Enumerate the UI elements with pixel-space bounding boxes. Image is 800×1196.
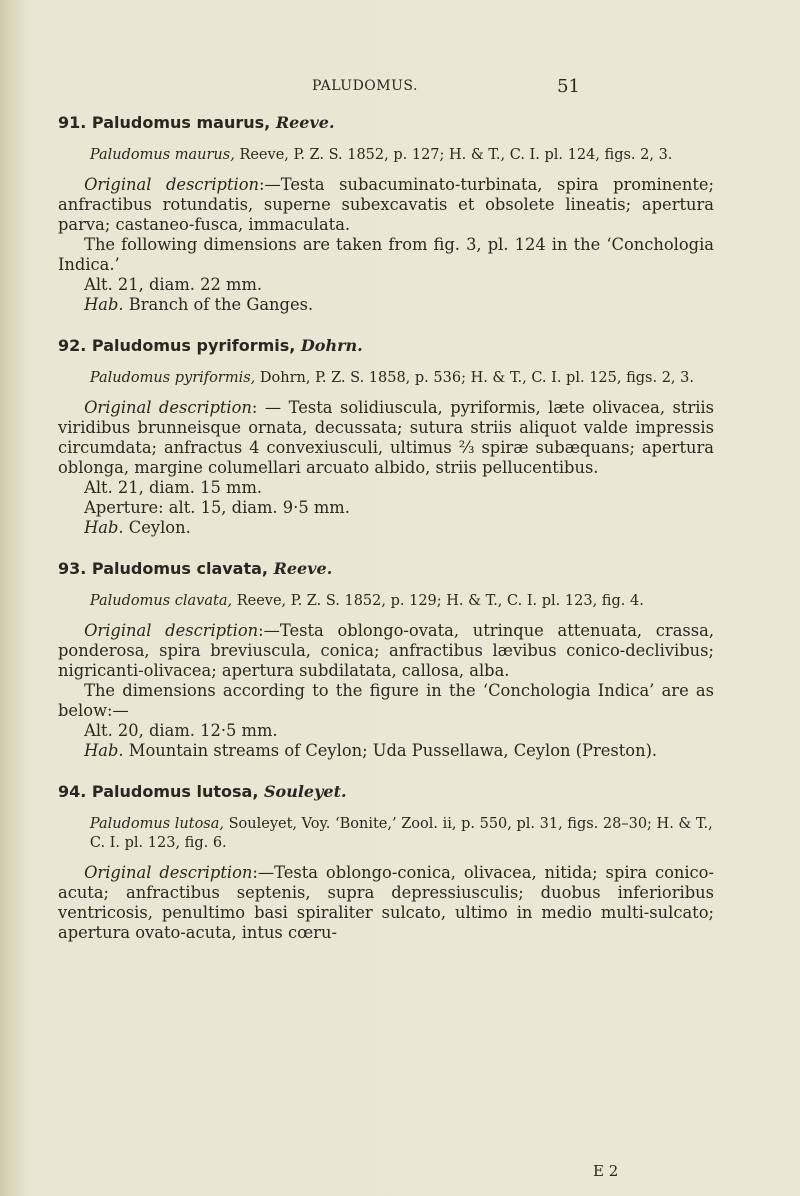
aperture-dimensions: Aperture: alt. 15, diam. 9·5 mm. — [84, 498, 350, 517]
original-description — [58, 863, 714, 943]
description-text: :—Testa oblongo-ovata, utrinque attenuata, crassa, ponderosa, spira breviuscula, conica; anfractibus lævibus conico-declivibus; nigricanti-olivacea; apertura subdilatata, callosa, alba. — [58, 621, 714, 680]
entry-heading — [58, 781, 714, 803]
species-entry-93 — [58, 558, 714, 761]
running-head: PALUDOMUS. — [312, 78, 418, 94]
habitat — [58, 295, 714, 315]
entry-author: Reeve. — [273, 559, 333, 578]
signature-mark: E 2 — [593, 1162, 619, 1180]
ref-species: Paludomus clavata, — [89, 593, 233, 609]
species-entry-94 — [58, 781, 714, 943]
habitat-text: Ceylon. — [128, 518, 191, 537]
ref-species: Paludomus lutosa, — [89, 816, 224, 832]
page-body — [58, 112, 714, 963]
entry-title: 92. Paludomus pyriformis, — [58, 336, 296, 355]
ref-citation: Souleyet, Voy. ‘Bonite,’ Zool. ii, p. 550, pl. 31, figs. 28–30; H. & T., C. I. pl. 123, fig. 6. — [89, 816, 713, 851]
bibliographic-reference — [58, 146, 714, 165]
habitat-label: Hab. — [84, 518, 124, 537]
habitat-text: Mountain streams of Ceylon; Uda Pussellawa, Ceylon (Preston). — [128, 741, 658, 760]
dimensions-note: The following dimensions are taken from fig. 3, pl. 124 in the ‘Conchologia Indica.’ — [58, 235, 714, 274]
original-description — [58, 175, 714, 235]
habitat-label: Hab. — [84, 295, 124, 314]
entry-heading — [58, 112, 714, 134]
description-label: Original description — [84, 398, 252, 417]
habitat — [58, 741, 714, 761]
entry-title: 93. Paludomus clavata, — [58, 559, 268, 578]
habitat-text: Branch of the Ganges. — [128, 295, 314, 314]
entry-heading — [58, 558, 714, 580]
description-label: Original description — [84, 175, 259, 194]
habitat-label: Hab. — [84, 741, 124, 760]
entry-title: 91. Paludomus maurus, — [58, 113, 271, 132]
entry-title: 94. Paludomus lutosa, — [58, 782, 259, 801]
entry-author: Souleyet. — [263, 782, 347, 801]
dimensions: Alt. 20, diam. 12·5 mm. — [84, 721, 278, 740]
ref-citation: Reeve, P. Z. S. 1852, p. 129; H. & T., C. I. pl. 123, fig. 4. — [236, 593, 644, 609]
species-entry-91 — [58, 112, 714, 315]
species-entry-92 — [58, 335, 714, 538]
description-text: :—Testa oblongo-conica, olivacea, nitida; spira conico-acuta; anfractibus septenis, supra depressiusculis; duobus inferioribus ventricosis, penultimo basi spiraliter sulcato, ultimo in medio multi-sulcato; apertura ovato-acuta, intus cœru- — [58, 863, 714, 942]
dimensions: Alt. 21, diam. 15 mm. — [84, 478, 263, 497]
bibliographic-reference — [58, 369, 714, 388]
description-text: :—Testa subacuminato-turbinata, spira prominente; anfractibus rotundatis, superne subexcavatis et obsolete lineatis; apertura parva; castaneo-fusca, immaculata. — [58, 175, 715, 234]
description-text: : — Testa solidiuscula, pyriformis, læte olivacea, striis viridibus brunneisque ornata, decussata; sutura striis aliquot valde impressis circumdata; anfractus 4 convexiusculi, ultimus ⅔ spiræ subæquans; apertura oblonga, margine columellari arcuato albido, striis pellucentibus. — [58, 398, 714, 477]
ref-species: Paludomus pyriformis, — [89, 370, 256, 386]
bibliographic-reference — [58, 592, 714, 611]
ref-species: Paludomus maurus, — [89, 147, 235, 163]
original-description — [58, 621, 714, 681]
entry-heading — [58, 335, 714, 357]
habitat — [58, 518, 714, 538]
original-description — [58, 398, 714, 478]
page-number: 51 — [557, 76, 580, 97]
description-label: Original description — [84, 621, 259, 640]
ref-citation: Reeve, P. Z. S. 1852, p. 127; H. & T., C. I. pl. 124, figs. 2, 3. — [239, 147, 673, 163]
ref-citation: Dohrn, P. Z. S. 1858, p. 536; H. & T., C. I. pl. 125, figs. 2, 3. — [259, 370, 694, 386]
description-label: Original description — [84, 863, 253, 882]
dimensions-note: The dimensions according to the figure in the ‘Conchologia Indica’ are as below:— — [58, 681, 714, 720]
bibliographic-reference — [58, 815, 714, 853]
dimensions: Alt. 21, diam. 22 mm. — [84, 275, 263, 294]
page-header — [0, 78, 800, 102]
entry-author: Dohrn. — [300, 336, 363, 355]
entry-author: Reeve. — [275, 113, 335, 132]
